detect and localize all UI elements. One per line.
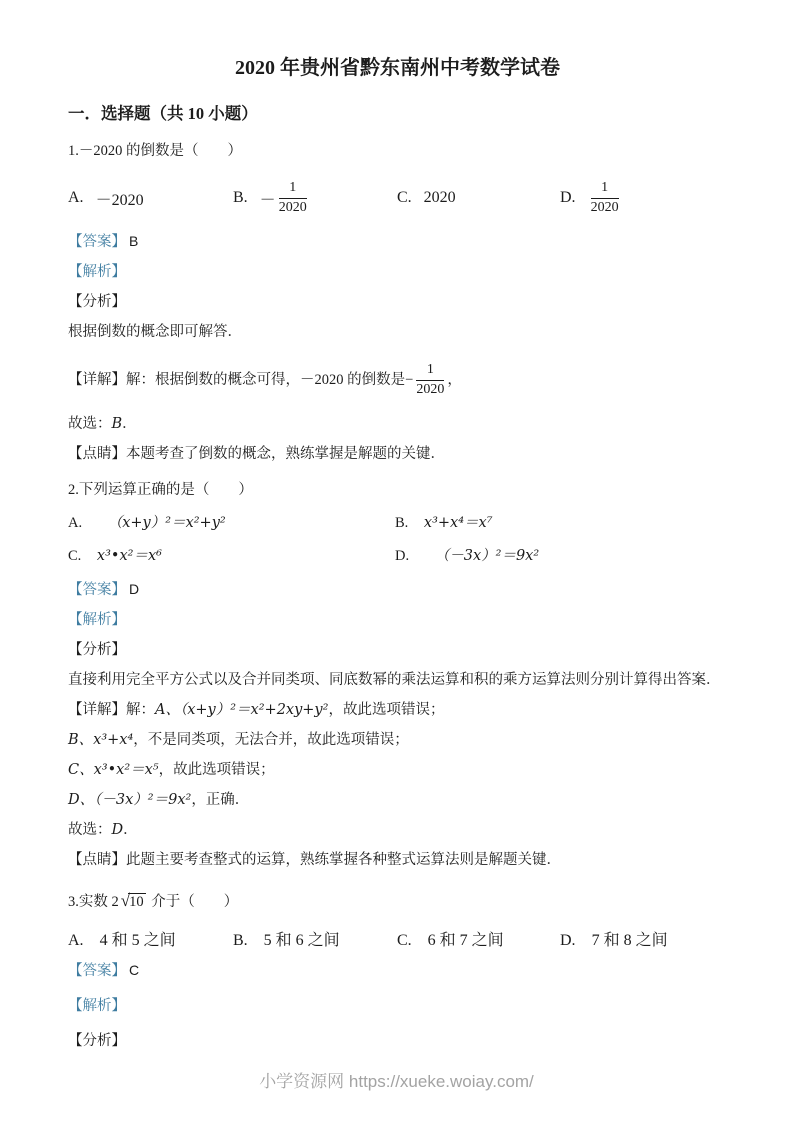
q3-option-a-label: A. [68,932,84,949]
fraction-numerator: 1 [279,180,307,199]
q1-breakdown-text: 根据倒数的概念即可解答． [68,324,242,340]
q3-option-a [68,927,233,950]
q1-option-b-fraction [279,180,307,217]
q2-breakdown-line [68,640,727,661]
q3-stem-post: 介于（ ） [151,894,239,910]
breakdown-label: 【分析】 [68,642,126,658]
page-title: 2020 年贵州省黔东南州中考数学试卷 [235,57,560,79]
q1-answer-line [68,231,727,253]
answer-label: 【答案】 [68,963,126,979]
q2-detail-line-c [68,760,727,781]
q1-option-d [560,180,727,217]
q3-analysis-line [68,996,727,1017]
q2-detail-line-b [68,730,727,751]
q2-option-c-label: C. [68,548,82,564]
fraction-denominator: 2020 [590,199,619,215]
q2-option-d [395,546,727,567]
fraction-numerator: 1 [591,180,619,199]
fraction-numerator: 1 [416,362,444,381]
q2-answer-line [68,579,727,601]
q2-option-a-label: A. [68,515,83,531]
detail-label: 【详解】 [68,371,126,388]
q2-stem: 2.下列运算正确的是（ ） [68,482,253,498]
q1-detail-intro: 解：根据倒数的概念可得，－2020 的倒数是 [126,371,406,388]
q2-note-text: 此题主要考查整式的运算，熟练掌握各种整式运算法则是解题关键． [126,852,561,868]
q1-detail-tail: ， [447,371,462,388]
q2-choose-prefix: 故选： [68,822,112,838]
q2-analysis-line [68,610,727,631]
q2-choose-line [68,820,727,841]
q3-option-c [397,927,560,950]
square-root [120,891,146,910]
q1-choose-suffix: ． [122,416,137,432]
breakdown-label: 【分析】 [68,294,126,310]
q2-breakdown-text: 直接利用完全平方公式以及合并同类项、同底数幂的乘法运算和积的乘方运算法则分别计算得出答案． [68,672,721,688]
q1-choose-answer: B [111,416,123,432]
fraction-denominator: 2020 [278,199,307,215]
answer-label: 【答案】 [68,234,126,250]
footer-link[interactable]: 小学资源网 https://xueke.woiay.com/ [259,1072,534,1091]
q3-option-d [560,927,727,950]
section-heading: 一．选择题（共 10 小题） [68,104,258,123]
q1-choose-prefix: 故选： [68,416,112,432]
q1-option-a [68,187,233,210]
q2-option-b-label: B. [395,515,409,531]
q2-answer-value: D [129,581,140,597]
q2-detail-line-a [68,700,727,721]
q3-option-d-text: 7 和 8 之间 [591,932,668,949]
q1-option-d-fraction [591,180,619,217]
radicand: 10 [129,894,144,910]
q2-option-c-math: x³•x²＝x⁶ [96,548,162,564]
q2-detail-a-math: A、（x+y）²＝x²+2xy+y² [155,702,329,718]
q2-option-d-label: D. [395,548,410,564]
q1-detail-line [68,355,727,405]
q1-option-d-label: D. [560,189,576,206]
q1-option-a-label: A. [68,189,84,206]
q3-option-c-text: 6 和 7 之间 [427,932,504,949]
q2-detail-d-tail: ，正确． [191,792,250,808]
q3-option-a-text: 4 和 5 之间 [99,932,176,949]
q2-detail-c-tail: ，故此选项错误； [158,762,275,778]
q2-options-row2 [68,546,727,567]
q2-option-a [68,513,395,534]
detail-label: 【详解】 [68,702,126,718]
q1-detail-sign: − [405,371,414,388]
q1-option-b-label: B. [233,189,248,206]
q1-stem: 1.－2020 的倒数是（ ） [68,143,242,159]
radical-sign: √ [120,891,131,910]
q2-option-b-math: x³+x⁴＝x⁷ [423,515,493,531]
q2-choose-answer: D [111,822,124,838]
page-footer [0,1067,793,1092]
q1-option-b [233,180,397,217]
q1-option-c-text: 2020 [423,189,456,206]
q2-option-a-math: （x+y）²＝x²+y² [107,515,226,531]
q2-detail-a-tail: ，故此选项错误； [328,702,445,718]
q3-option-d-label: D. [560,932,576,949]
q3-answer-line [68,960,727,982]
q3-answer-value: C [129,962,140,978]
q3-option-c-label: C. [397,932,412,949]
q3-option-b-text: 5 和 6 之间 [263,932,340,949]
q1-note-text: 本题考查了倒数的概念，熟练掌握是解题的关键． [126,446,445,462]
q2-detail-b-tail: ，不是同类项，无法合并，故此选项错误； [133,732,409,748]
q3-option-b-label: B. [233,932,248,949]
note-label: 【点睛】 [68,446,126,462]
q2-option-d-math: （－3x）²＝9x² [434,548,540,564]
q2-option-b [395,513,727,534]
fraction-denominator: 2020 [416,381,445,397]
q1-option-b-sign: － [259,191,276,209]
q2-detail-c-math: C、x³•x²＝x⁵ [68,762,159,778]
q3-breakdown-line [68,1031,727,1052]
q1-option-a-text: －2020 [95,191,144,209]
breakdown-label: 【分析】 [68,1033,126,1049]
q1-breakdown-line [68,292,727,313]
q1-answer-value: B [129,233,139,249]
q2-detail-line-d [68,790,727,811]
analysis-label: 【解析】 [68,998,126,1014]
q2-option-c [68,546,395,567]
q2-note-line [68,850,727,871]
q1-option-c [397,189,560,207]
q1-choose-line [68,414,727,435]
q2-detail-intro: 解： [126,702,155,718]
q3-option-b [233,927,397,950]
q2-detail-d-math: D、（－3x）²＝9x² [68,792,192,808]
q2-options-row1 [68,513,727,534]
q1-note-line [68,444,727,465]
analysis-label: 【解析】 [68,264,126,280]
q3-options [68,927,727,950]
q1-options [68,171,727,225]
q3-stem [68,888,727,915]
q2-detail-b-math: B、x³+x⁴ [68,732,134,748]
q3-stem-pre: 3.实数 2 [68,894,119,910]
note-label: 【点睛】 [68,852,126,868]
q1-option-c-label: C. [397,189,412,206]
q2-choose-suffix: ． [123,822,138,838]
analysis-label: 【解析】 [68,612,126,628]
q1-detail-fraction [416,362,444,399]
q1-analysis-line [68,262,727,283]
answer-label: 【答案】 [68,582,126,598]
